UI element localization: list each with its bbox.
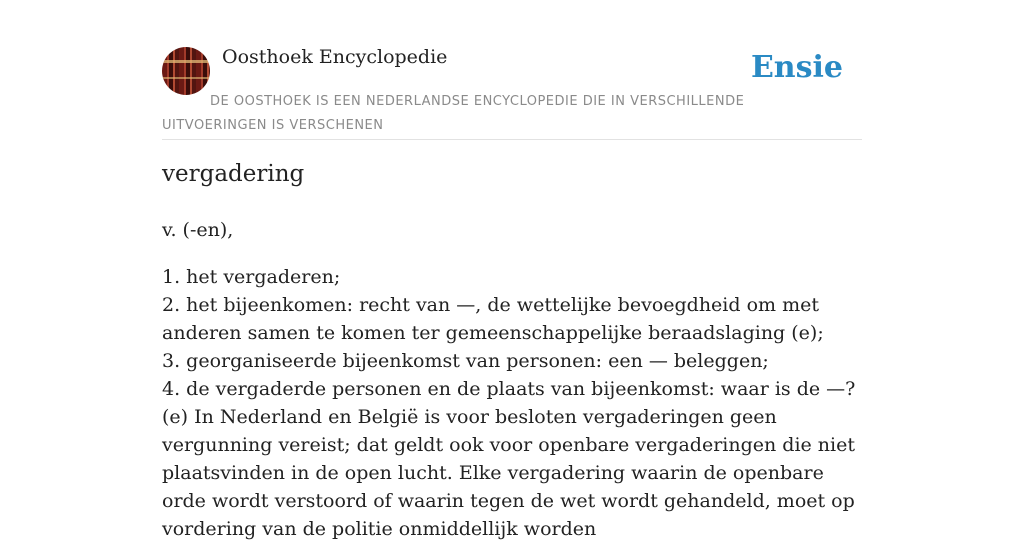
ensie-logo-link[interactable]: Ensie — [750, 50, 843, 85]
site-avatar[interactable] — [162, 47, 210, 95]
sense-4: 4. de vergaderde personen en de plaats van bijeenkomst: waar is de —? (e) In Nederland en België is voor besloten vergaderingen geen vergunning vereist; dat geldt ook voor openbare vergaderingen die niet plaatsvinden in de open lucht. Elke vergadering waarin de openbare orde wordt verstoord of waarin tegen de wet wordt gehandeld, moet op vordering van de politie onmiddellijk worden — [162, 378, 856, 540]
header-divider — [162, 139, 862, 140]
sense-1: 1. het vergaderen; — [162, 266, 341, 288]
entry-headword: vergadering — [162, 161, 305, 187]
site-title-link[interactable]: Oosthoek Encyclopedie — [222, 46, 448, 68]
site-tagline: DE OOSTHOEK IS EEN NEDERLANDSE ENCYCLOPEDIE DIE IN VERSCHILLENDE UITVOERINGEN IS VERSCHENEN — [162, 94, 745, 133]
sense-2: 2. het bijeenkomen: recht van —, de wettelijke bevoegdheid om met anderen samen te komen ter gemeenschappelijke beraadslaging (e); — [162, 294, 824, 344]
entry-definition — [162, 263, 862, 543]
entry-grammar: v. (-en), — [162, 219, 234, 241]
sense-3: 3. georganiseerde bijeenkomst van personen: een — beleggen; — [162, 350, 769, 372]
